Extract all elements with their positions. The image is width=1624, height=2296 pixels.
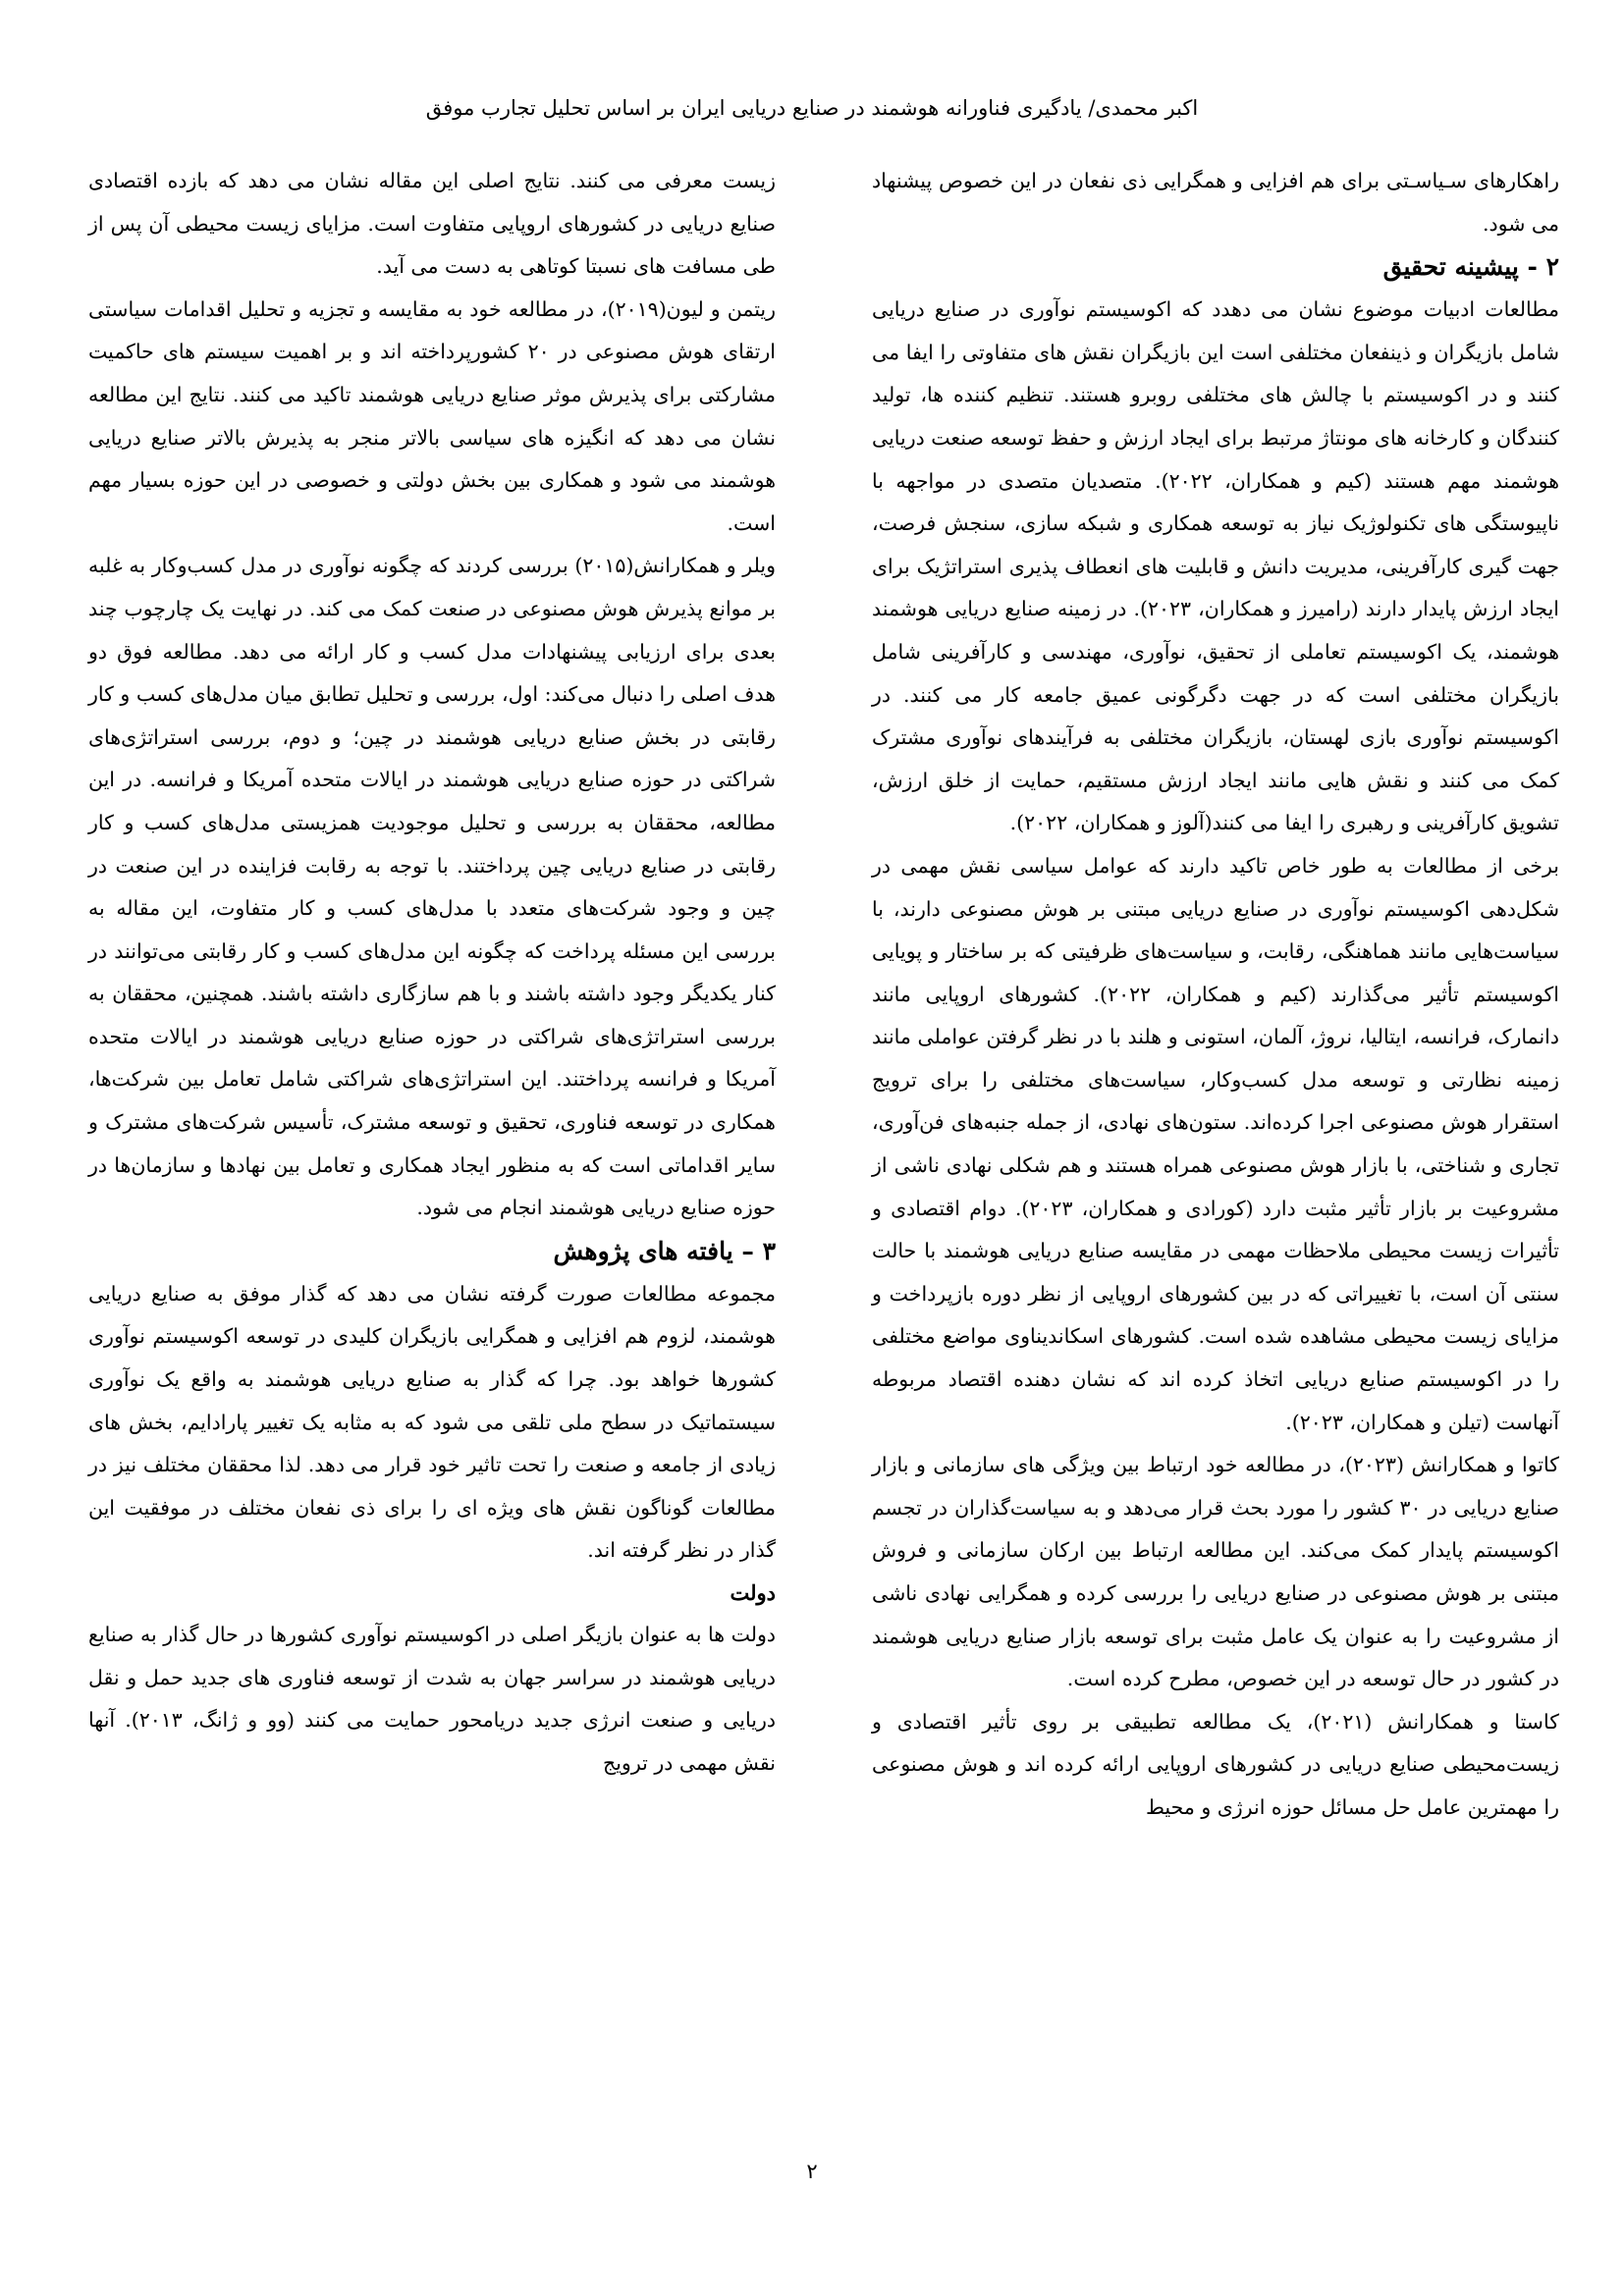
- paragraph: کاتوا و همکارانش (۲۰۲۳)، در مطالعه خود ارتباط بین ویژگی های سازمانی و بازار صنایع دریایی در ۳۰ کشور را مورد بحث قرار می‌دهد و به سیاست‌گذاران در تجسم اکوسیستم پایدار کمک می‌کند. این مطالعه ارتباط بین ارکان سازمانی و فروش مبتنی بر هوش مصنوعی در صنایع دریایی را بررسی کرده و همگرایی نهادی ناشی از مشروعیت را به عنوان یک عامل مثبت برای توسعه بازار صنایع دریایی هوشمند در کشور در حال توسعه در این خصوص، مطرح کرده است.: [872, 1453, 1560, 1691]
- paragraph: زیست معرفی می کنند. نتایج اصلی این مقاله نشان می دهد که بازده اقتصادی صنایع دریایی در کشورهای اروپایی متفاوت است. مزایای زیست محیطی آن پس از طی مسافت های نسبتا کوتاهی به دست می آید.: [88, 169, 776, 279]
- paragraph: کاستا و همکارانش (۲۰۲۱)، یک مطالعه تطبیقی بر روی تأثیر اقتصادی و زیست‌محیطی صنایع دریایی در کشورهای اروپایی ارائه کرده اند و هوش مصنوعی را مهمترین عامل حل مسائل حوزه انرژی و محیط: [872, 1709, 1559, 1819]
- section-heading-findings: ۳ – یافته های پژوهش: [553, 1236, 776, 1265]
- paragraph-intro-end: راهکارهای سـیاسـتی برای هم افزایی و همگرایی ذی نفعان در این خصوص پیشنهاد می شود.: [872, 169, 1559, 236]
- section-heading-literature-review: ۲ - پیشینه تحقیق: [1382, 252, 1559, 282]
- paragraph: برخی از مطالعات به طور خاص تاکید دارند که عوامل سیاسی نقش مهمی در شکل‌دهی اکوسیستم نوآوری در صنایع دریایی مبتنی بر هوش مصنوعی دارند، با سیاست‌هایی مانند هماهنگی، رقابت، و سیاست‌های ظرفیتی که بر ساختار و پویایی اکوسیستم تأثیر می‌گذارند (کیم و همکاران، ۲۰۲۲). کشورهای اروپایی مانند دانمارک، فرانسه، ایتالیا، نروژ، آلمان، استونی و هلند با در نظر گرفتن عواملی مانند زمینه نظارتی و توسعه مدل کسب‌وکار، سیاست‌های مختلفی را برای ترویج استقرار هوش مصنوعی اجرا کرده‌اند. ستون‌های نهادی، از جمله جنبه‌های فن‌آوری، تجاری و شناختی، با بازار هوش مصنوعی همراه هستند و هم شکلی نهادی ناشی از مشروعیت بر بازار تأثیر مثبت دارد (کورادی و همکاران، ۲۰۲۳). دوام اقتصادی و تأثیرات زیست محیطی ملاحظات مهمی در مقایسه صنایع دریایی هوشمند با حالت سنتی آن است، با تغییراتی که در بین کشورهای اروپایی از نظر دوره بازپرداخت و مزایای زیست محیطی مشاهده شده است. کشورهای اسکاندیناوی مواضع مختلفی را در اکوسیستم صنایع دریایی اتخاذ کرده اند که نشان دهنده اقتصاد مربوطه آنهاست (تیلن و همکاران، ۲۰۲۳).: [872, 853, 1560, 1434]
- running-header: اکبر محمدی/ یادگیری فناورانه هوشمند در صنایع دریایی ایران بر اساس تحلیل تجارب موفق: [425, 96, 1199, 120]
- right-column: [872, 160, 1559, 1830]
- paragraph: مجموعه مطالعات صورت گرفته نشان می دهد که گذار موفق به صنایع دریایی هوشمند، لزوم هم افزایی و همگرایی بازیگران کلیدی در توسعه اکوسیستم نوآوری کشورها خواهد بود. چرا که گذار به صنایع دریایی هوشمند به واقع یک نوآوری سیستماتیک در سطح ملی تلقی می شود که به مثابه یک تغییر پارادایم، بخش های زیادی از جامعه و صنعت را تحت تاثیر خود قرار می دهد. لذا محققان مختلف نیز در مطالعات گوناگون نقش های ویژه ای را برای ذی نفعان مختلف در موفقیت این گذار در نظر گرفته اند.: [88, 1281, 776, 1563]
- paragraph: مطالعات ادبیات موضوع نشان می دهدد که اکوسیستم نوآوری در صنایع دریایی شامل بازیگران و ذینفعان مختلفی است این بازیگران نقش های متفاوتی را ایفا می کنند و در اکوسیستم با چالش های مختلفی روبرو هستند. تنظیم کننده ها، تولید کنندگان و کارخانه های مونتاژ مرتبط برای ایجاد ارزش و حفظ توسعه صنعت دریایی هوشمند مهم هستند (کیم و همکاران، ۲۰۲۲). متصدیان متصدی در مواجهه با ناپیوستگی های تکنولوژیک نیاز به توسعه همکاری و شبکه سازی، سنجش فرصت، جهت گیری کارآفرینی، مدیریت دانش و قابلیت های انعطاف پذیری استراتژیک برای ایجاد ارزش پایدار دارند (رامیرز و همکاران، ۲۰۲۳). در زمینه صنایع دریایی هوشمند هوشمند، یک اکوسیستم تعاملی از تحقیق، نوآوری، مهندسی و کارآفرینی شامل بازیگران مختلفی است که در جهت دگرگونی عمیق جامعه کار می کنند. در اکوسیستم نوآوری بازی لهستان، بازیگران مختلفی به فرآیندهای نوآوری مشترک کمک می کنند و نقش هایی مانند ایجاد ارزش مستقیم، حمایت از خلق ارزش، تشویق کارآفرینی و رهبری را ایفا می کنند(آلوز و همکاران، ۲۰۲۲).: [872, 297, 1559, 835]
- paragraph: دولت ها به عنوان بازیگر اصلی در اکوسیستم نوآوری کشورها در حال گذار به صنایع دریایی هوشمند در سراسر جهان به شدت از توسعه فناوری های جدید حمل و نقل دریایی و صنعت انرژی جدید دریامحور حمایت می کنند (وو و ژانگ، ۲۰۱۳). آنها نقش مهمی در ترویج: [88, 1623, 776, 1775]
- subheading-government: دولت: [730, 1580, 776, 1605]
- page-number: ۲: [806, 2160, 818, 2183]
- left-column: [88, 160, 776, 1785]
- paragraph: ویلر و همکارانش(۲۰۱۵) بررسی کردند که چگونه نوآوری در مدل کسب‌وکار به غلبه بر موانع پذیرش هوش مصنوعی در صنعت کمک می کند. در نهایت یک چارچوب چند بعدی برای ارزیابی پیشنهادات مدل کسب و کار ارائه می دهد. مطالعه فوق دو هدف اصلی را دنبال می‌کند: اول، بررسی و تحلیل تطابق میان مدل‌های کسب و کار رقابتی در بخش صنایع دریایی هوشمند در چین؛ و دوم، بررسی استراتژی‌های شراکتی در حوزه صنایع دریایی هوشمند در ایالات متحده آمریکا و فرانسه. در این مطالعه، محققان به بررسی و تحلیل موجودیت همزیستی مدل‌های کسب و کار رقابتی در صنایع دریایی چین پرداختند. با توجه به رقابت فزاینده در این صنعت در چین و وجود شرکت‌های متعدد با مدل‌های کسب و کار متفاوت، این مقاله به بررسی این مسئله پرداخت که چگونه این مدل‌های کسب و کار رقابتی می‌توانند در کنار یکدیگر وجود داشته باشند و با هم سازگاری داشته باشند. همچنین، محققان به بررسی استراتژی‌های شراکتی در حوزه صنایع دریایی هوشمند در ایالات متحده آمریکا و فرانسه پرداختند. این استراتژی‌های شراکتی شامل تعامل بین شرکت‌ها، همکاری در توسعه فناوری، تحقیق و توسعه مشترک، تأسیس شرکت‌های مشترک و سایر اقداماتی است که به منظور ایجاد همکاری و تعامل بین نهادها و سازمان‌ها در حوزه صنایع دریایی هوشمند انجام می شود.: [88, 554, 776, 1220]
- paragraph: ریتمن و لیون(۲۰۱۹)، در مطالعه خود به مقایسه و تجزیه و تحلیل اقدامات سیاستی ارتقای هوش مصنوعی در ۲۰ کشورپرداخته اند و بر اهمیت سیستم های حاکمیت مشارکتی برای پذیرش موثر صنایع دریایی هوشمند تاکید می کنند. نتایج این مطالعه نشان می دهد که انگیزه های سیاسی بالاتر منجر به پذیرش بالاتر صنایع دریایی هوشمند می شود و همکاری بین بخش دولتی و خصوصی در این حوزه بسیار مهم است.: [88, 296, 776, 535]
